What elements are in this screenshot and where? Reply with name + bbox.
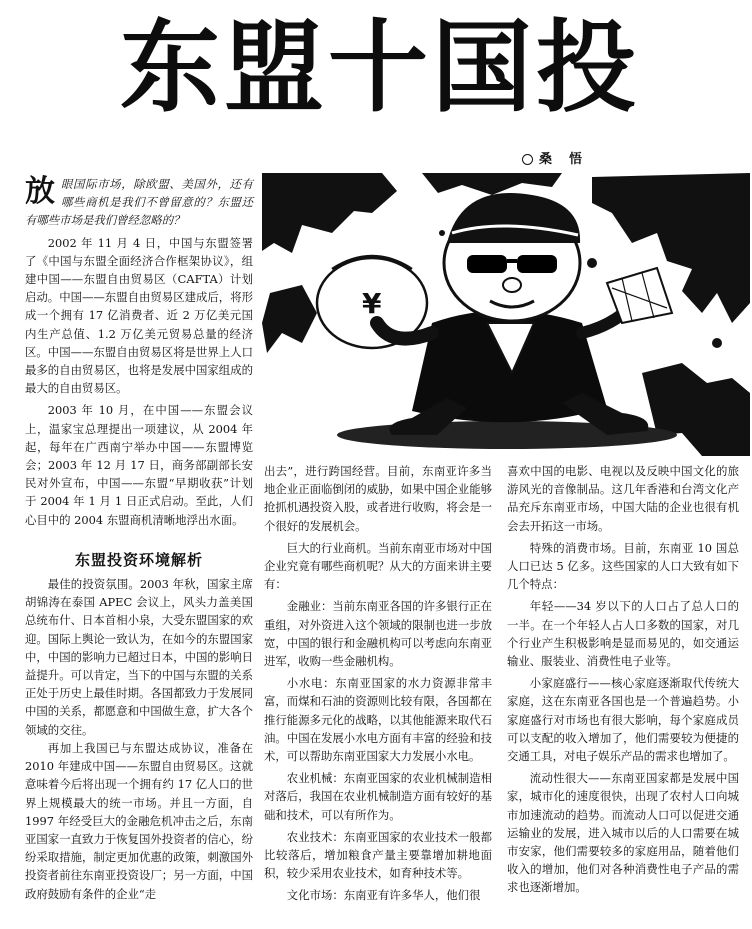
author-byline [522,148,584,167]
column-left [25,175,253,903]
paragraph: 小水电：东南亚国家的水力资源非常丰富，而煤和石油的资源则比较有限，各国都在推行能源多元化的战略，以其他能源来取代石油。中国在发展小水电方面有丰富的经验和技术，可以帮助东南亚国家大力发展小水电。 [264,676,492,764]
paragraph: 特殊的消费市场。目前，东南亚 10 国总人口已达 5 亿多。这些国家的人口大致有如下几个特点： [507,540,739,592]
paragraph: 流动性很大——东南亚国家都是发展中国家，城市化的速度很快，出现了农村人口向城市加速流动的趋势。而流动人口可以促进交通运输业的发展，进入城市以后的人口需要在城市安家，他们需要较多的家庭用品，随着他们收入的增加，他们对各种消费性电子产品的需求也逐渐增加。 [507,771,739,895]
intro-paragraph [25,175,253,230]
column-right [507,462,739,897]
paragraph: 2002 年 11 月 4 日，中国与东盟签署了《中国与东盟全面经济合作框架协议》，组建中国——东盟自由贸易区（CAFTA）计划启动。中国——东盟自由贸易区建成后，将形成一个拥有 17 亿消费者、近 2 万亿美元国内生产总值、1.2 万亿美元贸易总量的经济区。中国——东盟自由贸易区将是世界上人口最多的自由贸易区，也将是发展中国家组成的最大的自由贸易区。 [25,235,253,396]
paragraph: 再加上我国已与东盟达成协议，准备在 2010 年建成中国——东盟自由贸易区。这就意味着今后将出现一个拥有约 17 亿人口的世界上规模最大的统一市场。并且一方面，自 1997 年经受巨大的金融危机冲击之后，东南亚国家一直致力于恢复国外投资者的信心，纷纷采取措施，制定更加优惠的政策，刺激国外投资者前往东南亚投资设厂；另一方面，中国政府鼓励有条件的企业“走 [25,740,253,901]
paragraph: 农业机械：东南亚国家的农业机械制造相对落后，我国在农业机械制造方面有较好的基础和技术，可以有所作为。 [264,771,492,822]
circle-bullet-icon [522,154,533,165]
paragraph: 小家庭盛行——核心家庭逐渐取代传统大家庭，这在东南亚各国也是一个普遍趋势。小家庭盛行对市场也有很大影响，每个家庭成员可以支配的收入增加了，他们需要较为便捷的交通工具，对电子娱乐产品的需求也增加了。 [507,676,739,764]
paragraph: 农业技术：东南亚国家的农业技术一般都比较落后，增加粮食产量主要靠增加耕地面积，较少采用农业技术，如育种技术等。 [264,829,492,881]
paragraph: 出去”，进行跨国经营。目前，东南亚许多当地企业正面临倒闭的威胁，如果中国企业能够抢抓机遇投资入股，或者进行收购，将会是一个很好的发展机会。 [264,464,492,533]
paragraph: 金融业：当前东南亚各国的许多银行正在重组，对外资进入这个领域的限制也进一步放宽，中国的银行和金融机构可以考虑向东南亚进军，收购一些金融机构。 [264,599,492,669]
article-title: 东盟十国投 [120,9,640,126]
author-name: 桑 悟 [539,152,585,167]
character-head [444,193,580,321]
column-middle [264,462,492,905]
paragraph: 最佳的投资氛围。2003 年秋，国家主席胡锦涛在泰国 APEC 会议上，风头力盖美国总统布什、日本首相小泉，大受东盟国家的欢迎。国际上舆论一致认为，在如今的东盟国家中，中国的影响力已超过日本，中国的影响日益提升。可以肯定，当下的中国与东盟的关系正处于历史上最佳时期。各国都致力于发展同中国的关系，都愿意和中国做生意，扩大各个领域的交往。 [25,577,253,737]
yuan-symbol: ¥ [362,287,382,320]
drop-cap: 放 [25,174,55,209]
paragraph: 年轻——34 岁以下的人口占了总人口的一半。在一个年轻人占人口多数的国家，对几个行业产生积极影响是显而易见的，如交通运输业、服装业、消费性电子业等。 [507,599,739,669]
intro-text: 眼国际市场，除欧盟、美国外，还有哪些商机是我们不曾留意的？东盟还有哪些市场是我们曾经忽略的？ [25,177,253,228]
paragraph: 喜欢中国的电影、电视以及反映中国文化的旅游风光的音像制品。这几年香港和台湾文化产品充斥东南亚市场，中国大陆的企业也很有机会去开拓这一市场。 [507,464,739,533]
paragraph: 2003 年 10 月，在中国——东盟会议上，温家宝总理提出一项建议，从 2004 年起，每年在广西南宁举办中国——东盟博览会；2003 年 12 月 17 日，商务部副部长安民对外宣布，中国——东盟“早期收获”计划于 2004 年 1 月 1 日正式启动。至此，人们心目中的 2004 东盟商机清晰地浮出水面。 [25,403,253,527]
paragraph: 文化市场：东南亚有许多华人，他们很 [286,888,481,903]
section-heading: 东盟投资环境解析 [74,550,203,569]
paragraph: 巨大的行业商机。当前东南亚市场对中国企业究竟有哪些商机呢？从大的方面来讲主要有： [264,540,492,592]
cartoon-illustration [262,173,750,456]
